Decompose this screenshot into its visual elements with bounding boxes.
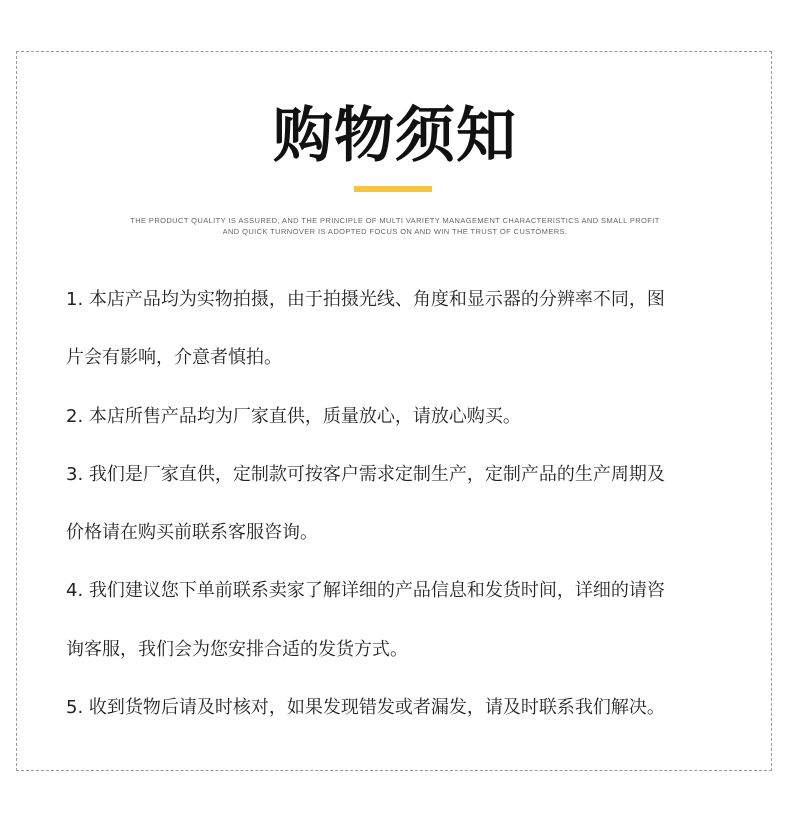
notice-item-1-line-2: 片会有影响，介意者慎拍。 <box>66 347 282 368</box>
notice-item-4-line-2: 询客服，我们会为您安排合适的发货方式。 <box>66 639 408 660</box>
notice-item-3-line-1: 3. 我们是厂家直供，定制款可按客户需求定制生产，定制产品的生产周期及 <box>66 464 665 485</box>
notice-item-2: 2. 本店所售产品均为厂家直供，质量放心，请放心购买。 <box>66 406 521 427</box>
subtitle-line-1: THE PRODUCT QUALITY IS ASSURED, AND THE PRINCIPLE OF MULTI VARIETY MANAGEMENT CHARACTERISTICS AND SMALL PROFIT <box>130 216 660 225</box>
notice-item-1-line-1: 1. 本店产品均为实物拍摄，由于拍摄光线、角度和显示器的分辨率不同，图 <box>66 289 665 310</box>
notice-item-5: 5. 收到货物后请及时核对，如果发现错发或者漏发，请及时联系我们解决。 <box>66 697 665 718</box>
title-accent-bar <box>354 186 432 192</box>
page-title: 购物须知 <box>273 101 517 171</box>
subtitle-line-2: AND QUICK TURNOVER IS ADOPTED FOCUS ON AND WIN THE TRUST OF CUSTOMERS. <box>222 227 568 236</box>
notice-item-3-line-2: 价格请在购买前联系客服咨询。 <box>66 522 318 543</box>
english-subtitle <box>110 215 680 237</box>
notice-item-4-line-1: 4. 我们建议您下单前联系卖家了解详细的产品信息和发货时间，详细的请咨 <box>66 580 665 601</box>
